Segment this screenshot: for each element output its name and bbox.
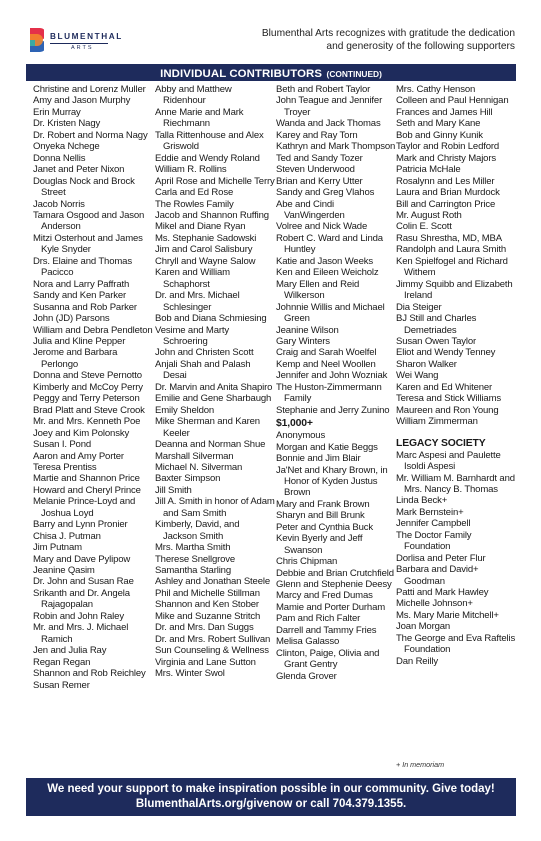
donor-name: Kathryn and Mark Thompson [276, 141, 396, 153]
donor-name: Frances and James Hill [396, 106, 493, 118]
donor-name: Chris Chipman [276, 556, 338, 568]
donor-name: Katie and Jason Weeks [276, 255, 373, 267]
donor-name: John Teague and Jennifer Troyer [276, 95, 383, 118]
donor-name: Bill and Carrington Price [396, 198, 496, 210]
donor-name: Ken Spielfogel and Richard Withem [396, 255, 508, 279]
donor-name: Vesime and Marty Schroering [155, 324, 230, 347]
donor-name: Jen and Julia Ray [33, 645, 107, 657]
donor-name: John (JD) Parsons [33, 313, 110, 325]
donor-name: William and Debra Pendleton [33, 324, 153, 336]
donor-name: Anjali Shah and Palash Desai [155, 358, 251, 382]
donor-name: Jerome and Barbara Perlongo [33, 347, 118, 370]
donor-name: Colleen and Paul Hennigan [396, 95, 509, 107]
donor-name: Susan Owen Taylor [396, 335, 477, 347]
donor-name: Dorlisa and Peter Flur [396, 552, 486, 564]
donor-name: Regan Regan [33, 656, 91, 668]
intro-text [195, 27, 515, 53]
donor-name: Johnnie Willis and Michael Green [276, 301, 385, 325]
donor-name: Melanie Prince-Loyd and Joshua Loyd [33, 496, 136, 519]
donor-name: Mary and Frank Brown [276, 498, 370, 510]
donor-name: Mr. August Roth [396, 209, 462, 221]
donor-name: Ms. Stephanie Sadowski [155, 232, 257, 244]
donor-name: Laura and Brian Murdock [396, 187, 500, 199]
donor-name: Abby and Matthew Ridenhour [155, 84, 232, 107]
donor-name: Martie and Shannon Price [33, 473, 140, 485]
donor-name: Mark Bernstein+ [396, 506, 464, 518]
donor-name: Julia and Kline Pepper [33, 335, 126, 347]
donor-name: Dr. and Mrs. Dan Suggs [155, 622, 254, 634]
donor-name: Michael N. Silverman [155, 461, 243, 473]
donor-name: John and Christen Scott [155, 347, 254, 359]
donor-name: Darrell and Tammy Fries [276, 624, 377, 636]
donor-name: Jim Putnam [33, 542, 82, 554]
donor-name: Dr. John and Susan Rae [33, 576, 134, 588]
donor-name: Dia Steiger [396, 301, 442, 313]
donor-name: Jeanine Wilson [276, 324, 339, 336]
donor-name: Howard and Cheryl Prince [33, 484, 141, 496]
donor-name: Bob and Ginny Kunik [396, 129, 483, 141]
donor-name: Maureen and Ron Young [396, 404, 499, 416]
donor-name: Melisa Galasso [276, 636, 340, 648]
donor-name: Mitzi Osterhout and James Kyle Snyder [33, 232, 143, 256]
donor-name: Joan Morgan [396, 621, 451, 633]
donor-name: Ken and Eileen Weicholz [276, 267, 379, 279]
donor-name: Mary and Dave Pylipow [33, 553, 131, 565]
column-1 [33, 84, 155, 691]
intro-line: and generosity of the following supporters [326, 41, 515, 53]
donor-name: Christine and Lorenz Muller [33, 84, 146, 95]
legacy-society-list [396, 450, 518, 668]
donor-name: Anne Marie and Mark Riechmann [155, 106, 244, 130]
logo-mark-icon [28, 26, 44, 54]
donor-name: Dan Reilly [396, 655, 439, 667]
donor-name: Mamie and Porter Durham [276, 601, 386, 613]
donor-name: The Doctor Family Foundation [396, 529, 472, 553]
donor-name: Emilie and Gene Sharbaugh [155, 393, 272, 405]
donor-name: Carla and Ed Rose [155, 187, 234, 199]
donor-name: Dr. Marvin and Anita Shapiro [155, 381, 273, 393]
donor-name: Erin Murray [33, 106, 81, 118]
donor-name: Donna Nellis [33, 152, 86, 164]
donor-name: Karen and William Schaphorst [155, 267, 230, 290]
donor-name: Anonymous [276, 430, 326, 442]
donor-name: Sharyn and Bill Brunk [276, 510, 365, 522]
donor-name: Pam and Rich Falter [276, 613, 361, 625]
donor-name: Jill A. Smith in honor of Adam and Sam Smith [155, 496, 275, 519]
donor-name: Jacob Norris [33, 198, 85, 210]
donor-name: Taylor and Robin Ledford [396, 141, 500, 153]
donor-name: Jim and Carol Salisbury [155, 244, 253, 256]
donor-name: Linda Beck+ [396, 495, 448, 507]
donor-name: Robin and John Raley [33, 610, 124, 622]
donor-name: Sharon Walker [396, 358, 457, 370]
donor-name: Dr. Robert and Norma Nagy [33, 129, 148, 141]
donor-name: April Rose and Michelle Terry [155, 175, 275, 187]
donor-name: Teresa Prentiss [33, 461, 97, 473]
banner-title: INDIVIDUAL CONTRIBUTORS [160, 68, 323, 80]
donor-name: Barbara and David+ Goodman [396, 564, 479, 587]
donor-name: Douglas Nock and Brock Street [33, 175, 135, 199]
donor-name: Rosalynn and Les Miller [396, 175, 495, 187]
column-3-list [276, 84, 396, 416]
brand-sub: ARTS [71, 45, 94, 51]
donor-name: Mike and Suzanne Stritch [155, 610, 261, 622]
donor-name: Jill Smith [155, 484, 192, 496]
donor-name: Marshall Silverman [155, 450, 234, 462]
in-memoriam-note: + In memoriam [396, 760, 445, 769]
donor-name: Deanna and Norman Shue [155, 439, 266, 451]
donor-name: Talla Rittenhouse and Alex Griswold [155, 129, 264, 153]
banner-subtitle: (CONTINUED) [326, 69, 382, 79]
footer-call-to-action: We need your support to make inspiration possible in our community. Give today! [47, 783, 495, 795]
donor-name: Dr. and Mrs. Robert Sullivan [155, 633, 271, 645]
donor-name: Debbie and Brian Crutchfield [276, 567, 394, 579]
donor-name: Susan I. Pond [33, 439, 92, 451]
donor-name: Glenn and Stephenie Deesy [276, 579, 392, 591]
donor-name: Karen and Ed Whitener [396, 381, 493, 393]
donor-name: Clinton, Paige, Olivia and Grant Gentry [276, 647, 380, 671]
donor-name: Kimberly, David, and Jackson Smith [155, 519, 240, 542]
donor-name: Sandy and Greg Vlahos [276, 187, 375, 199]
donor-name: Michelle Johnson+ [396, 598, 473, 610]
donor-name: Stephanie and Jerry Zunino [276, 404, 390, 416]
donor-name: Virginia and Lane Sutton [155, 656, 256, 668]
donor-name: Jennifer and John Wozniak [276, 370, 388, 382]
donor-name: Donna and Steve Pernotto [33, 370, 142, 382]
donor-name: Dr. Kristen Nagy [33, 118, 101, 130]
donor-name: Jimmy Squibb and Elizabeth Ireland [396, 278, 513, 302]
donor-name: Abe and Cindi VanWingerden [276, 198, 345, 221]
donor-name: Seth and Mary Kane [396, 118, 481, 130]
donor-name: Beth and Robert Taylor [276, 84, 371, 95]
intro-line: Blumenthal Arts recognizes with gratitude the dedication [261, 28, 515, 39]
donor-name: Amy and Jason Murphy [33, 95, 131, 107]
donor-name: Ms. Mary Marie Mitchell+ [396, 609, 499, 621]
donor-name: Craig and Sarah Woelfel [276, 347, 377, 359]
donor-name: Brad Platt and Steve Crook [33, 404, 145, 416]
donor-name: Glenda Grover [276, 670, 337, 682]
donor-name: Ja'Net and Khary Brown, in Honor of Kyden Justus Brown [276, 464, 388, 499]
donor-name: BJ Still and Charles Demetriades [396, 313, 477, 336]
donor-name: Bob and Diana Schmiesing [155, 313, 267, 325]
column-4-list [396, 84, 518, 428]
donor-level-heading: $1,000+ [276, 418, 313, 430]
donor-name: Mrs. Martha Smith [155, 542, 231, 554]
donor-name: Kimberly and McCoy Perry [33, 381, 143, 393]
column-3-list-1000 [276, 430, 396, 682]
donor-name: Janet and Peter Nixon [33, 164, 125, 176]
donor-name: Colin E. Scott [396, 221, 452, 233]
column-2 [155, 84, 275, 680]
donor-name: Gary Winters [276, 335, 330, 347]
donor-name: Mrs. Cathy Henson [396, 84, 476, 95]
donor-name: Brian and Kerry Utter [276, 175, 363, 187]
donor-name: Kemp and Neel Woollen [276, 358, 376, 370]
donor-name: Patti and Mark Hawley [396, 587, 489, 599]
donor-name: Marcy and Fred Dumas [276, 590, 373, 602]
donor-name: Jeanine Qasim [33, 565, 95, 577]
section-banner [26, 64, 516, 81]
donor-name: Dr. and Mrs. Michael Schlesinger [155, 290, 240, 313]
donor-name: Rasu Shrestha, MD, MBA [396, 232, 502, 244]
donor-name: Mikel and Diane Ryan [155, 221, 246, 233]
donor-name: Morgan and Katie Beggs [276, 441, 378, 453]
donor-name: Phil and Michelle Stillman [155, 587, 260, 599]
donor-name: William R. Rollins [155, 164, 227, 176]
footer-contact[interactable]: BlumenthalArts.org/givenow or call 704.379.1355. [135, 798, 407, 810]
donor-name: Therese Snellgrove [155, 553, 236, 565]
donor-name: Volree and Nick Wade [276, 221, 368, 233]
donor-name: Samantha Starling [155, 565, 231, 577]
donor-name: Bonnie and Jim Blair [276, 453, 361, 465]
legacy-society-heading: LEGACY SOCIETY [396, 437, 486, 449]
donor-name: Jennifer Campbell [396, 518, 471, 530]
donor-name: Wei Wang [396, 370, 439, 382]
donor-name: Mrs. Winter Swol [155, 668, 225, 680]
donor-name: Wanda and Jack Thomas [276, 118, 381, 130]
donor-name: Ashley and Jonathan Steele [155, 576, 270, 588]
donor-name: Robert C. Ward and Linda Huntley [276, 232, 383, 256]
donor-name: Barry and Lynn Pronier [33, 519, 128, 531]
donor-name: Chisa J. Putman [33, 530, 101, 542]
donor-name: Shannon and Rob Reichley [33, 668, 146, 680]
donor-name: Mr. and Mrs. J. Michael Ramich [33, 622, 129, 645]
donor-name: Mr. William M. Barnhardt and Mrs. Nancy B. Thomas [396, 472, 515, 495]
donor-name: Shannon and Ken Stober [155, 599, 259, 611]
donor-name: Teresa and Stick Williams [396, 393, 502, 405]
donor-name: Srikanth and Dr. Angela Rajagopalan [33, 587, 130, 611]
donor-name: Jacob and Shannon Ruffing [155, 209, 269, 221]
brand-divider [50, 43, 108, 44]
donor-name: Steven Underwood [276, 164, 355, 176]
donor-name: Chryll and Wayne Salow [155, 255, 256, 267]
donor-name: Nora and Larry Paffrath [33, 278, 130, 290]
donor-name: Karey and Ray Torn [276, 129, 358, 141]
donor-name: Mr. and Mrs. Kenneth Poe [33, 416, 141, 428]
column-3 [276, 84, 396, 682]
donor-name: Mike Sherman and Karen Keeler [155, 416, 260, 439]
donor-name: William Zimmerman [396, 416, 478, 428]
donor-name: Eliot and Wendy Tenney [396, 347, 496, 359]
donor-name: Mark and Christy Majors [396, 152, 496, 164]
donor-name: Baxter Simpson [155, 473, 221, 485]
donor-name: Sandy and Ken Parker [33, 290, 127, 302]
blumenthal-logo[interactable] [28, 26, 178, 56]
footer-banner [26, 778, 516, 816]
donor-name: Peggy and Terry Peterson [33, 393, 140, 405]
donor-name: The George and Eva Raftelis Foundation [396, 632, 516, 656]
brand-name: BLUMENTHAL [50, 32, 123, 41]
donor-name: Aaron and Amy Porter [33, 450, 124, 462]
donor-name: Peter and Cynthia Buck [276, 521, 373, 533]
donor-name: Randolph and Laura Smith [396, 244, 506, 256]
donor-name: Emily Sheldon [155, 404, 215, 416]
donor-name: Patricia McHale [396, 164, 461, 176]
donor-name: Kevin Byerly and Jeff Swanson [276, 533, 363, 556]
donor-name: Marc Aspesi and Paulette Isoldi Aspesi [396, 449, 501, 473]
header [0, 0, 541, 62]
column-4 [396, 84, 518, 667]
donor-name: Joey and Kim Polonsky [33, 427, 130, 439]
donor-name: The Rowles Family [155, 198, 234, 210]
donor-name: Tamara Osgood and Jason Anderson [33, 209, 145, 233]
donor-name: Susanna and Rob Parker [33, 301, 137, 313]
donor-name: Sun Counseling & Wellness [155, 645, 269, 657]
donor-name: Eddie and Wendy Roland [155, 152, 260, 164]
donor-name: The Huston-Zimmermann Family [276, 381, 382, 405]
donor-name: Mary Ellen and Reid Wilkerson [276, 278, 360, 302]
donor-name: Ted and Sandy Tozer [276, 152, 363, 164]
donor-name: Drs. Elaine and Thomas Pacicco [33, 255, 132, 279]
donor-name: Onyeka Nchege [33, 141, 100, 153]
donor-name: Susan Remer [33, 679, 90, 691]
